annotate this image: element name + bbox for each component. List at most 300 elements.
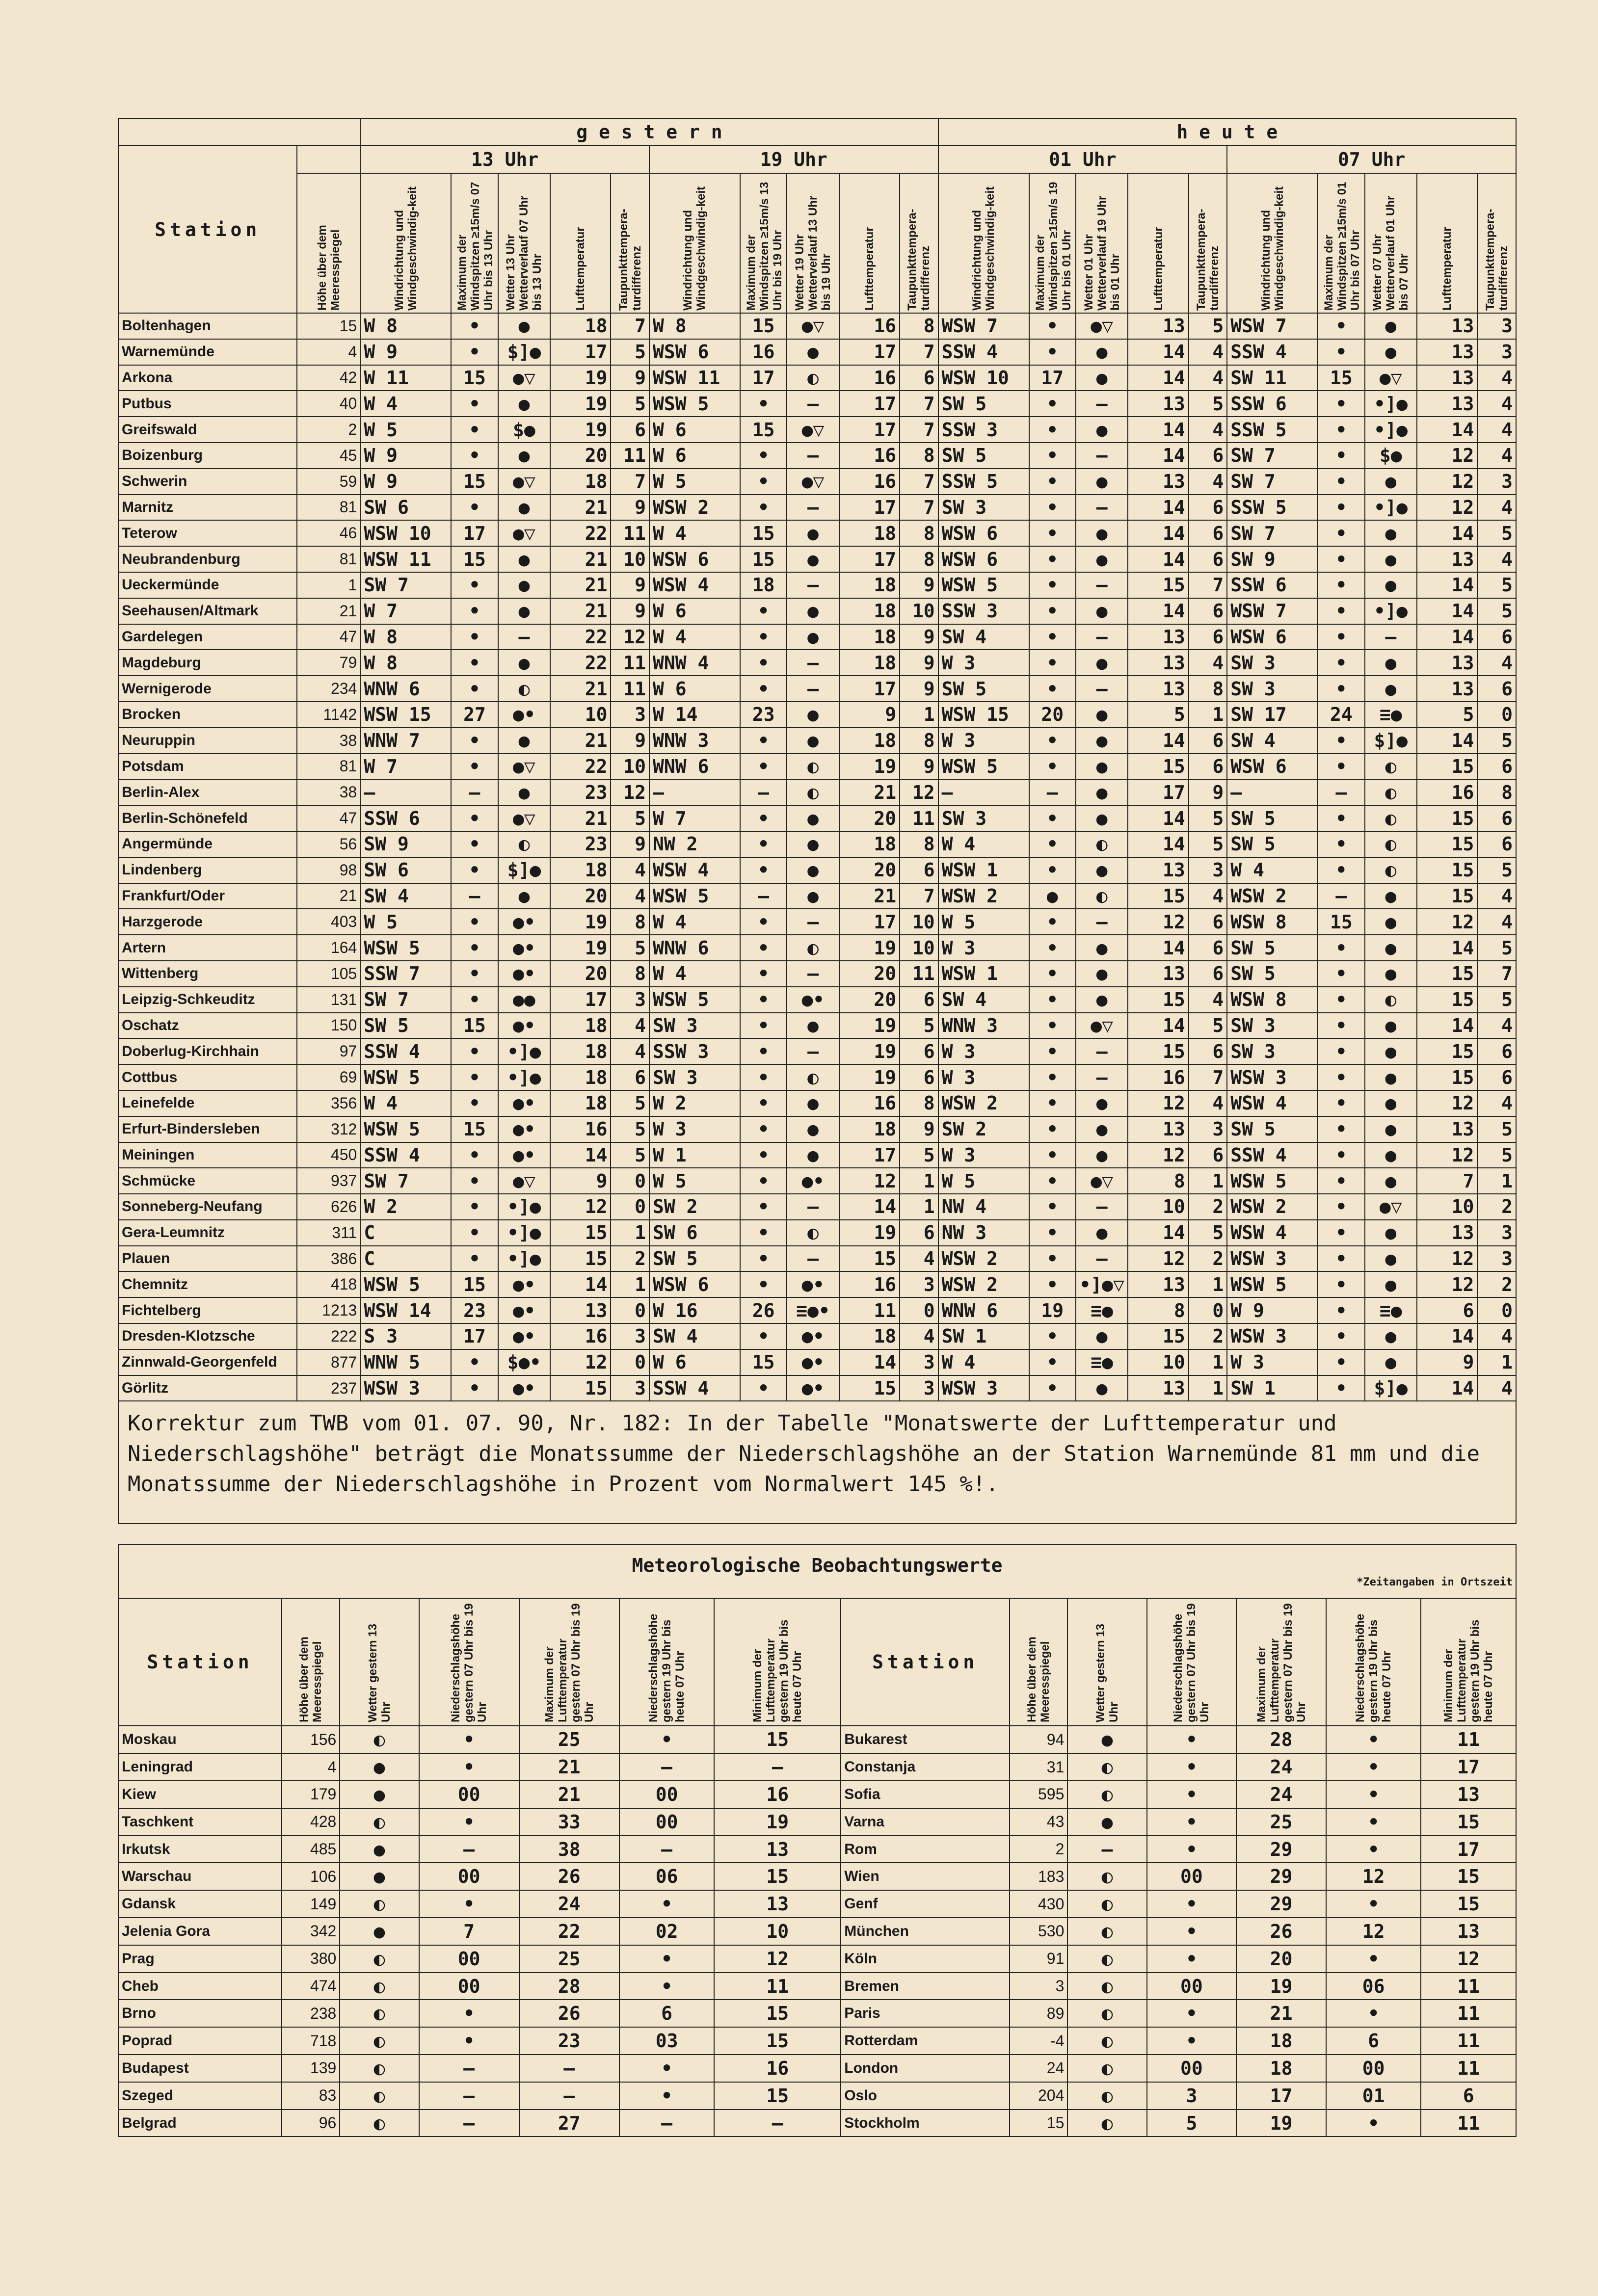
station-name: Marnitz bbox=[118, 495, 297, 521]
weather-cell: ● bbox=[1076, 1220, 1128, 1246]
dewpoint-cell: 1 bbox=[1189, 702, 1227, 728]
precip-night: 00 bbox=[1326, 2055, 1421, 2082]
wind-cell: W 5 bbox=[938, 1168, 1029, 1194]
temp-cell: 14 bbox=[1128, 598, 1188, 624]
station-height: 356 bbox=[297, 1090, 360, 1116]
beob-station-name: Constanja bbox=[841, 1753, 1010, 1781]
temp-cell: 12 bbox=[1417, 909, 1477, 935]
col-header-label: Wetter 13 Uhr Wetterverlauf 07 Uhr bis 13 Uhr bbox=[504, 195, 544, 311]
wind-cell: WSW 3 bbox=[360, 1375, 451, 1401]
station-name: Oschatz bbox=[118, 1013, 297, 1039]
weather-cell: – bbox=[498, 624, 551, 650]
wind-cell: W 7 bbox=[360, 754, 451, 780]
weather-cell: – bbox=[787, 495, 839, 521]
dewpoint-cell: 7 bbox=[1189, 1064, 1227, 1090]
temp-cell: 20 bbox=[839, 987, 900, 1013]
min-temp: 17 bbox=[1421, 1753, 1516, 1781]
min-temp: 13 bbox=[1421, 1918, 1516, 1945]
min-temp: 13 bbox=[1421, 1781, 1516, 1808]
wind-cell: WSW 5 bbox=[360, 935, 451, 961]
max-temp: 24 bbox=[519, 1890, 619, 1918]
dewpoint-cell: 0 bbox=[611, 1194, 649, 1220]
wind-cell: W 3 bbox=[938, 650, 1029, 676]
dewpoint-cell: 5 bbox=[1477, 520, 1516, 546]
dewpoint-cell: 5 bbox=[1189, 391, 1227, 417]
dewpoint-cell: 5 bbox=[1477, 728, 1516, 754]
station-height: 403 bbox=[297, 909, 360, 935]
gust-cell: • bbox=[451, 1064, 498, 1090]
temp-cell: 14 bbox=[1128, 728, 1188, 754]
temp-cell: 14 bbox=[1128, 495, 1188, 521]
gust-cell: • bbox=[1029, 676, 1076, 702]
station-row bbox=[118, 1220, 1516, 1246]
temp-cell: 12 bbox=[1128, 1246, 1188, 1272]
gust-cell: 17 bbox=[1029, 365, 1076, 391]
weather-cell: ● bbox=[1076, 805, 1128, 831]
beob-row bbox=[118, 2110, 1516, 2137]
gust-cell: 15 bbox=[740, 313, 787, 339]
dewpoint-cell: 3 bbox=[611, 987, 649, 1013]
max-temp: 21 bbox=[519, 1753, 619, 1781]
temp-cell: 14 bbox=[550, 1142, 611, 1168]
gust-cell: • bbox=[1029, 987, 1076, 1013]
wind-cell: WSW 3 bbox=[1227, 1246, 1318, 1272]
dewpoint-cell: 4 bbox=[1477, 1013, 1516, 1039]
wind-cell: SW 5 bbox=[360, 1013, 451, 1039]
weather-cell: ● bbox=[787, 339, 839, 365]
temp-cell: 19 bbox=[550, 391, 611, 417]
temp-cell: 13 bbox=[1417, 546, 1477, 572]
dewpoint-cell: 4 bbox=[611, 883, 649, 909]
dewpoint-cell: 4 bbox=[1189, 417, 1227, 443]
temp-cell: 19 bbox=[550, 909, 611, 935]
gust-cell: • bbox=[1318, 417, 1364, 443]
weather-cell: – bbox=[1365, 624, 1417, 650]
gust-cell: • bbox=[740, 1323, 787, 1349]
station-name: Boltenhagen bbox=[118, 313, 297, 339]
temp-cell: 21 bbox=[550, 572, 611, 598]
weather-cell: $]● bbox=[1365, 1375, 1417, 1401]
temp-cell: 22 bbox=[550, 624, 611, 650]
beob-row bbox=[118, 2055, 1516, 2082]
station-name: Dresden-Klotzsche bbox=[118, 1323, 297, 1349]
weather-13: ◐ bbox=[340, 2110, 419, 2137]
precip-day: 5 bbox=[1147, 2110, 1237, 2137]
gust-cell: • bbox=[1318, 1116, 1364, 1142]
station-row bbox=[118, 935, 1516, 961]
weather-cell: ● bbox=[1076, 546, 1128, 572]
max-temp: 18 bbox=[1236, 2027, 1326, 2055]
beob-col-label: Minimum der Lufttemperatur gestern 19 Uhr bis heute 07 Uhr bbox=[1442, 1619, 1495, 1722]
weather-cell: ●▽ bbox=[787, 417, 839, 443]
dewpoint-cell: 3 bbox=[1477, 469, 1516, 495]
weather-cell: ◐ bbox=[1365, 857, 1417, 883]
weather-cell: ● bbox=[1076, 754, 1128, 780]
weather-13: – bbox=[1067, 1836, 1146, 1863]
station-table bbox=[118, 118, 1517, 1401]
station-name: Fichtelberg bbox=[118, 1297, 297, 1323]
beob-height: 179 bbox=[282, 1781, 340, 1808]
dewpoint-cell: 4 bbox=[1477, 650, 1516, 676]
dewpoint-cell: 11 bbox=[900, 961, 938, 987]
dewpoint-cell: 6 bbox=[611, 417, 649, 443]
precip-night: • bbox=[1326, 1808, 1421, 1836]
temp-cell: 19 bbox=[839, 1013, 900, 1039]
station-row bbox=[118, 1142, 1516, 1168]
dewpoint-cell: 5 bbox=[1477, 1142, 1516, 1168]
station-height: 877 bbox=[297, 1349, 360, 1375]
weather-cell: ●▽ bbox=[1365, 1194, 1417, 1220]
temp-cell: 18 bbox=[839, 1323, 900, 1349]
weather-cell: •]● bbox=[498, 1038, 551, 1064]
min-temp: 12 bbox=[1421, 1945, 1516, 1973]
station-name: Görlitz bbox=[118, 1375, 297, 1401]
gust-cell: • bbox=[451, 728, 498, 754]
station-name: Gera-Leumnitz bbox=[118, 1220, 297, 1246]
gust-cell: • bbox=[740, 805, 787, 831]
hoehe-header-top bbox=[297, 146, 360, 173]
station-name: Berlin-Alex bbox=[118, 779, 297, 805]
dewpoint-cell: 7 bbox=[611, 469, 649, 495]
beob-col-header bbox=[1326, 1598, 1421, 1726]
wind-cell: SSW 5 bbox=[1227, 417, 1318, 443]
weather-cell: ● bbox=[1076, 1375, 1128, 1401]
beob-station-name: München bbox=[841, 1918, 1010, 1945]
hoehe-label: Höhe über dem Meeresspiegel bbox=[315, 225, 342, 311]
col-header bbox=[900, 173, 938, 313]
beob-row bbox=[118, 2027, 1516, 2055]
temp-cell: 18 bbox=[839, 831, 900, 857]
weather-cell: – bbox=[1076, 1064, 1128, 1090]
weather-cell: •]● bbox=[498, 1194, 551, 1220]
weather-13: ◐ bbox=[340, 2000, 419, 2027]
station-row bbox=[118, 909, 1516, 935]
temp-cell: 18 bbox=[550, 1090, 611, 1116]
temp-cell: 16 bbox=[1417, 779, 1477, 805]
weather-cell: ●• bbox=[498, 1142, 551, 1168]
gust-cell: • bbox=[740, 1090, 787, 1116]
dewpoint-cell: 4 bbox=[1477, 365, 1516, 391]
dewpoint-cell: 6 bbox=[1189, 909, 1227, 935]
station-height: 46 bbox=[297, 520, 360, 546]
wind-cell: SW 9 bbox=[1227, 546, 1318, 572]
wind-cell: WSW 6 bbox=[649, 1271, 740, 1297]
weather-cell: ◐ bbox=[787, 935, 839, 961]
beob-station-name: Jelenia Gora bbox=[118, 1918, 282, 1945]
dewpoint-cell: 10 bbox=[900, 598, 938, 624]
station-row bbox=[118, 1349, 1516, 1375]
gust-cell: • bbox=[1029, 339, 1076, 365]
col-header-label: Maximum der Windspitzen ≥15m/s 19 Uhr bis 01 Uhr bbox=[1033, 182, 1073, 311]
weather-cell: •]● bbox=[498, 1246, 551, 1272]
dewpoint-cell: 6 bbox=[1477, 831, 1516, 857]
weather-cell: ● bbox=[1365, 546, 1417, 572]
weather-cell: – bbox=[787, 650, 839, 676]
dewpoint-cell: 3 bbox=[900, 1375, 938, 1401]
col-header bbox=[938, 173, 1029, 313]
precip-day: • bbox=[1147, 1890, 1237, 1918]
dewpoint-cell: 11 bbox=[611, 650, 649, 676]
weather-cell: ●• bbox=[498, 909, 551, 935]
weather-cell: ◐ bbox=[787, 1220, 839, 1246]
col-header bbox=[1029, 173, 1076, 313]
wind-cell: SW 2 bbox=[938, 1116, 1029, 1142]
wind-cell: SW 4 bbox=[360, 883, 451, 909]
weather-cell: – bbox=[1076, 443, 1128, 469]
dewpoint-cell: 5 bbox=[1477, 987, 1516, 1013]
dewpoint-cell: 7 bbox=[900, 417, 938, 443]
gust-cell: • bbox=[1318, 1013, 1364, 1039]
gust-cell: • bbox=[1318, 650, 1364, 676]
beob-height: 91 bbox=[1010, 1945, 1067, 1973]
station-row bbox=[118, 520, 1516, 546]
gust-cell: 15 bbox=[451, 1013, 498, 1039]
beob-row bbox=[118, 1945, 1516, 1973]
weather-13: ◐ bbox=[1067, 1945, 1146, 1973]
beob-col-header bbox=[419, 1598, 519, 1726]
temp-cell: 17 bbox=[550, 987, 611, 1013]
station-height: 1213 bbox=[297, 1297, 360, 1323]
station-row bbox=[118, 805, 1516, 831]
wind-cell: WSW 11 bbox=[360, 546, 451, 572]
dewpoint-cell: 4 bbox=[1189, 987, 1227, 1013]
gust-cell: • bbox=[451, 1168, 498, 1194]
beob-height: 380 bbox=[282, 1945, 340, 1973]
dewpoint-cell: 0 bbox=[900, 1297, 938, 1323]
gust-cell: • bbox=[1029, 909, 1076, 935]
gust-cell: 15 bbox=[451, 469, 498, 495]
gust-cell: • bbox=[1029, 443, 1076, 469]
temp-cell: 18 bbox=[839, 520, 900, 546]
wind-cell: WNW 5 bbox=[360, 1349, 451, 1375]
dewpoint-cell: 6 bbox=[1477, 1064, 1516, 1090]
corner-cell bbox=[118, 118, 360, 146]
wind-cell: W 9 bbox=[360, 339, 451, 365]
max-temp: 25 bbox=[519, 1726, 619, 1753]
station-row bbox=[118, 831, 1516, 857]
dewpoint-cell: 1 bbox=[1477, 1168, 1516, 1194]
station-name: Plauen bbox=[118, 1246, 297, 1272]
gust-cell: • bbox=[1029, 1323, 1076, 1349]
col-header-label: Windrichtung und Windgeschwindig-keit bbox=[392, 186, 419, 311]
gust-cell: 15 bbox=[451, 365, 498, 391]
station-name: Sonneberg-Neufang bbox=[118, 1194, 297, 1220]
min-temp: 15 bbox=[1421, 1808, 1516, 1836]
dewpoint-cell: 6 bbox=[1189, 1038, 1227, 1064]
wind-cell: WSW 2 bbox=[649, 495, 740, 521]
weather-13: ◐ bbox=[1067, 1973, 1146, 2000]
temp-cell: 12 bbox=[839, 1168, 900, 1194]
weather-cell: ● bbox=[787, 1090, 839, 1116]
beob-col-label: Niederschlagshöhe gestern 07 Uhr bis 19 Uhr bbox=[449, 1603, 489, 1722]
weather-13: ◐ bbox=[1067, 2055, 1146, 2082]
dewpoint-cell: 3 bbox=[1189, 1116, 1227, 1142]
col-header-label: Windrichtung und Windgeschwindig-keit bbox=[681, 186, 708, 311]
beob-col-header bbox=[1147, 1598, 1237, 1726]
gust-cell: • bbox=[740, 1013, 787, 1039]
wind-cell: WSW 5 bbox=[938, 572, 1029, 598]
station-height: 1 bbox=[297, 572, 360, 598]
dewpoint-cell: 8 bbox=[611, 961, 649, 987]
weather-cell: ●• bbox=[498, 935, 551, 961]
wind-cell: WSW 3 bbox=[1227, 1064, 1318, 1090]
wind-cell: NW 4 bbox=[938, 1194, 1029, 1220]
weather-cell: ●• bbox=[498, 702, 551, 728]
beob-height: 31 bbox=[1010, 1753, 1067, 1781]
gust-cell: • bbox=[740, 598, 787, 624]
wind-cell: SW 3 bbox=[938, 805, 1029, 831]
gust-cell: • bbox=[1029, 728, 1076, 754]
gust-cell: • bbox=[740, 443, 787, 469]
dewpoint-cell: 10 bbox=[611, 546, 649, 572]
temp-cell: 18 bbox=[839, 624, 900, 650]
temp-cell: 18 bbox=[550, 857, 611, 883]
dewpoint-cell: 4 bbox=[1189, 365, 1227, 391]
wind-cell: W 5 bbox=[649, 1168, 740, 1194]
station-row bbox=[118, 443, 1516, 469]
station-height: 81 bbox=[297, 754, 360, 780]
gust-cell: • bbox=[1029, 598, 1076, 624]
gust-cell: • bbox=[1318, 728, 1364, 754]
weather-cell: ● bbox=[1076, 469, 1128, 495]
gust-cell: • bbox=[451, 909, 498, 935]
gust-cell: 23 bbox=[451, 1297, 498, 1323]
temp-cell: 14 bbox=[550, 1271, 611, 1297]
wind-cell: – bbox=[938, 779, 1029, 805]
weather-13: ● bbox=[340, 1918, 419, 1945]
gust-cell: • bbox=[451, 1142, 498, 1168]
precip-night: 00 bbox=[619, 1808, 714, 1836]
station-row bbox=[118, 702, 1516, 728]
station-height: 38 bbox=[297, 779, 360, 805]
precip-night: • bbox=[619, 1726, 714, 1753]
dewpoint-cell: 4 bbox=[1477, 1375, 1516, 1401]
weather-cell: ● bbox=[498, 313, 551, 339]
temp-cell: 17 bbox=[839, 495, 900, 521]
beob-col-header bbox=[519, 1598, 619, 1726]
wind-cell: WSW 6 bbox=[1227, 754, 1318, 780]
station-name: Berlin-Schönefeld bbox=[118, 805, 297, 831]
wind-cell: WSW 4 bbox=[649, 857, 740, 883]
station-row bbox=[118, 339, 1516, 365]
beob-row bbox=[118, 2082, 1516, 2110]
dewpoint-cell: 9 bbox=[900, 754, 938, 780]
gust-cell: • bbox=[740, 1142, 787, 1168]
wind-cell: W 7 bbox=[360, 598, 451, 624]
weather-cell: ●▽ bbox=[498, 805, 551, 831]
weather-cell: – bbox=[1076, 676, 1128, 702]
weather-cell: – bbox=[1076, 1194, 1128, 1220]
weather-cell: ● bbox=[1076, 339, 1128, 365]
beob-col-header bbox=[282, 1598, 340, 1726]
precip-day: • bbox=[419, 1890, 519, 1918]
weather-cell: ◐ bbox=[787, 754, 839, 780]
dewpoint-cell: 4 bbox=[611, 857, 649, 883]
weather-cell: ● bbox=[1076, 1116, 1128, 1142]
weather-cell: – bbox=[1076, 572, 1128, 598]
temp-cell: 22 bbox=[550, 520, 611, 546]
beob-station-name: Taschkent bbox=[118, 1808, 282, 1836]
gust-cell: • bbox=[1318, 1038, 1364, 1064]
precip-day: – bbox=[419, 2082, 519, 2110]
beob-height: 183 bbox=[1010, 1863, 1067, 1890]
wind-cell: WSW 6 bbox=[1227, 624, 1318, 650]
temp-cell: 14 bbox=[1128, 365, 1188, 391]
temp-cell: 17 bbox=[839, 1142, 900, 1168]
gust-cell: • bbox=[1029, 1038, 1076, 1064]
gust-cell: – bbox=[451, 779, 498, 805]
weather-cell: – bbox=[1076, 909, 1128, 935]
wind-cell: SW 17 bbox=[1227, 702, 1318, 728]
wind-cell: SSW 3 bbox=[938, 598, 1029, 624]
wind-cell: WSW 4 bbox=[1227, 1220, 1318, 1246]
dewpoint-cell: 5 bbox=[1477, 857, 1516, 883]
temp-cell: 14 bbox=[1417, 598, 1477, 624]
beob-col-label: Maximum der Lufttemperatur gestern 07 Uhr bis 19 Uhr bbox=[542, 1603, 596, 1722]
min-temp: 13 bbox=[714, 1890, 841, 1918]
weather-cell: ● bbox=[787, 624, 839, 650]
precip-night: • bbox=[619, 1945, 714, 1973]
temp-cell: 17 bbox=[839, 909, 900, 935]
station-height: 626 bbox=[297, 1194, 360, 1220]
beob-col-label: Höhe über dem Meeresspiegel bbox=[1025, 1636, 1052, 1722]
wind-cell: WSW 5 bbox=[360, 1064, 451, 1090]
beob-height: 342 bbox=[282, 1918, 340, 1945]
gust-cell: 23 bbox=[740, 702, 787, 728]
temp-cell: 21 bbox=[550, 546, 611, 572]
weather-cell: ● bbox=[1365, 650, 1417, 676]
station-height: 311 bbox=[297, 1220, 360, 1246]
wind-cell: WSW 8 bbox=[1227, 909, 1318, 935]
wind-cell: SW 5 bbox=[1227, 1116, 1318, 1142]
precip-day: – bbox=[419, 2055, 519, 2082]
wind-cell: SW 6 bbox=[360, 495, 451, 521]
gust-cell: • bbox=[1029, 417, 1076, 443]
min-temp: 11 bbox=[1421, 2110, 1516, 2137]
wind-cell: W 9 bbox=[1227, 1297, 1318, 1323]
header-heute: h e u t e bbox=[938, 118, 1516, 146]
beob-height: -4 bbox=[1010, 2027, 1067, 2055]
beob-col-label: Niederschlagshöhe gestern 07 Uhr bis 19 Uhr bbox=[1172, 1603, 1212, 1722]
wind-cell: WSW 5 bbox=[649, 391, 740, 417]
temp-cell: 19 bbox=[839, 1038, 900, 1064]
weather-cell: ● bbox=[1076, 598, 1128, 624]
wind-cell: WSW 15 bbox=[360, 702, 451, 728]
temp-cell: 15 bbox=[1417, 987, 1477, 1013]
station-row bbox=[118, 961, 1516, 987]
dewpoint-cell: 3 bbox=[611, 1375, 649, 1401]
station-name: Harzgerode bbox=[118, 909, 297, 935]
weather-cell: ● bbox=[1365, 1168, 1417, 1194]
max-temp: 21 bbox=[519, 1781, 619, 1808]
wind-cell: WSW 8 bbox=[1227, 987, 1318, 1013]
dewpoint-cell: 5 bbox=[611, 1142, 649, 1168]
station-row bbox=[118, 417, 1516, 443]
col-header bbox=[451, 173, 498, 313]
temp-cell: 21 bbox=[550, 676, 611, 702]
station-name: Boizenburg bbox=[118, 443, 297, 469]
weather-cell: – bbox=[787, 391, 839, 417]
station-name: Wernigerode bbox=[118, 676, 297, 702]
temp-cell: 15 bbox=[839, 1375, 900, 1401]
wind-cell: WNW 6 bbox=[938, 1297, 1029, 1323]
gust-cell: 20 bbox=[1029, 702, 1076, 728]
dewpoint-cell: 8 bbox=[900, 546, 938, 572]
gust-cell: • bbox=[740, 676, 787, 702]
col-header-label: Maximum der Windspitzen ≥15m/s 01 Uhr bis 07 Uhr bbox=[1322, 182, 1362, 311]
wind-cell: WSW 2 bbox=[938, 883, 1029, 909]
gust-cell: • bbox=[1318, 339, 1364, 365]
